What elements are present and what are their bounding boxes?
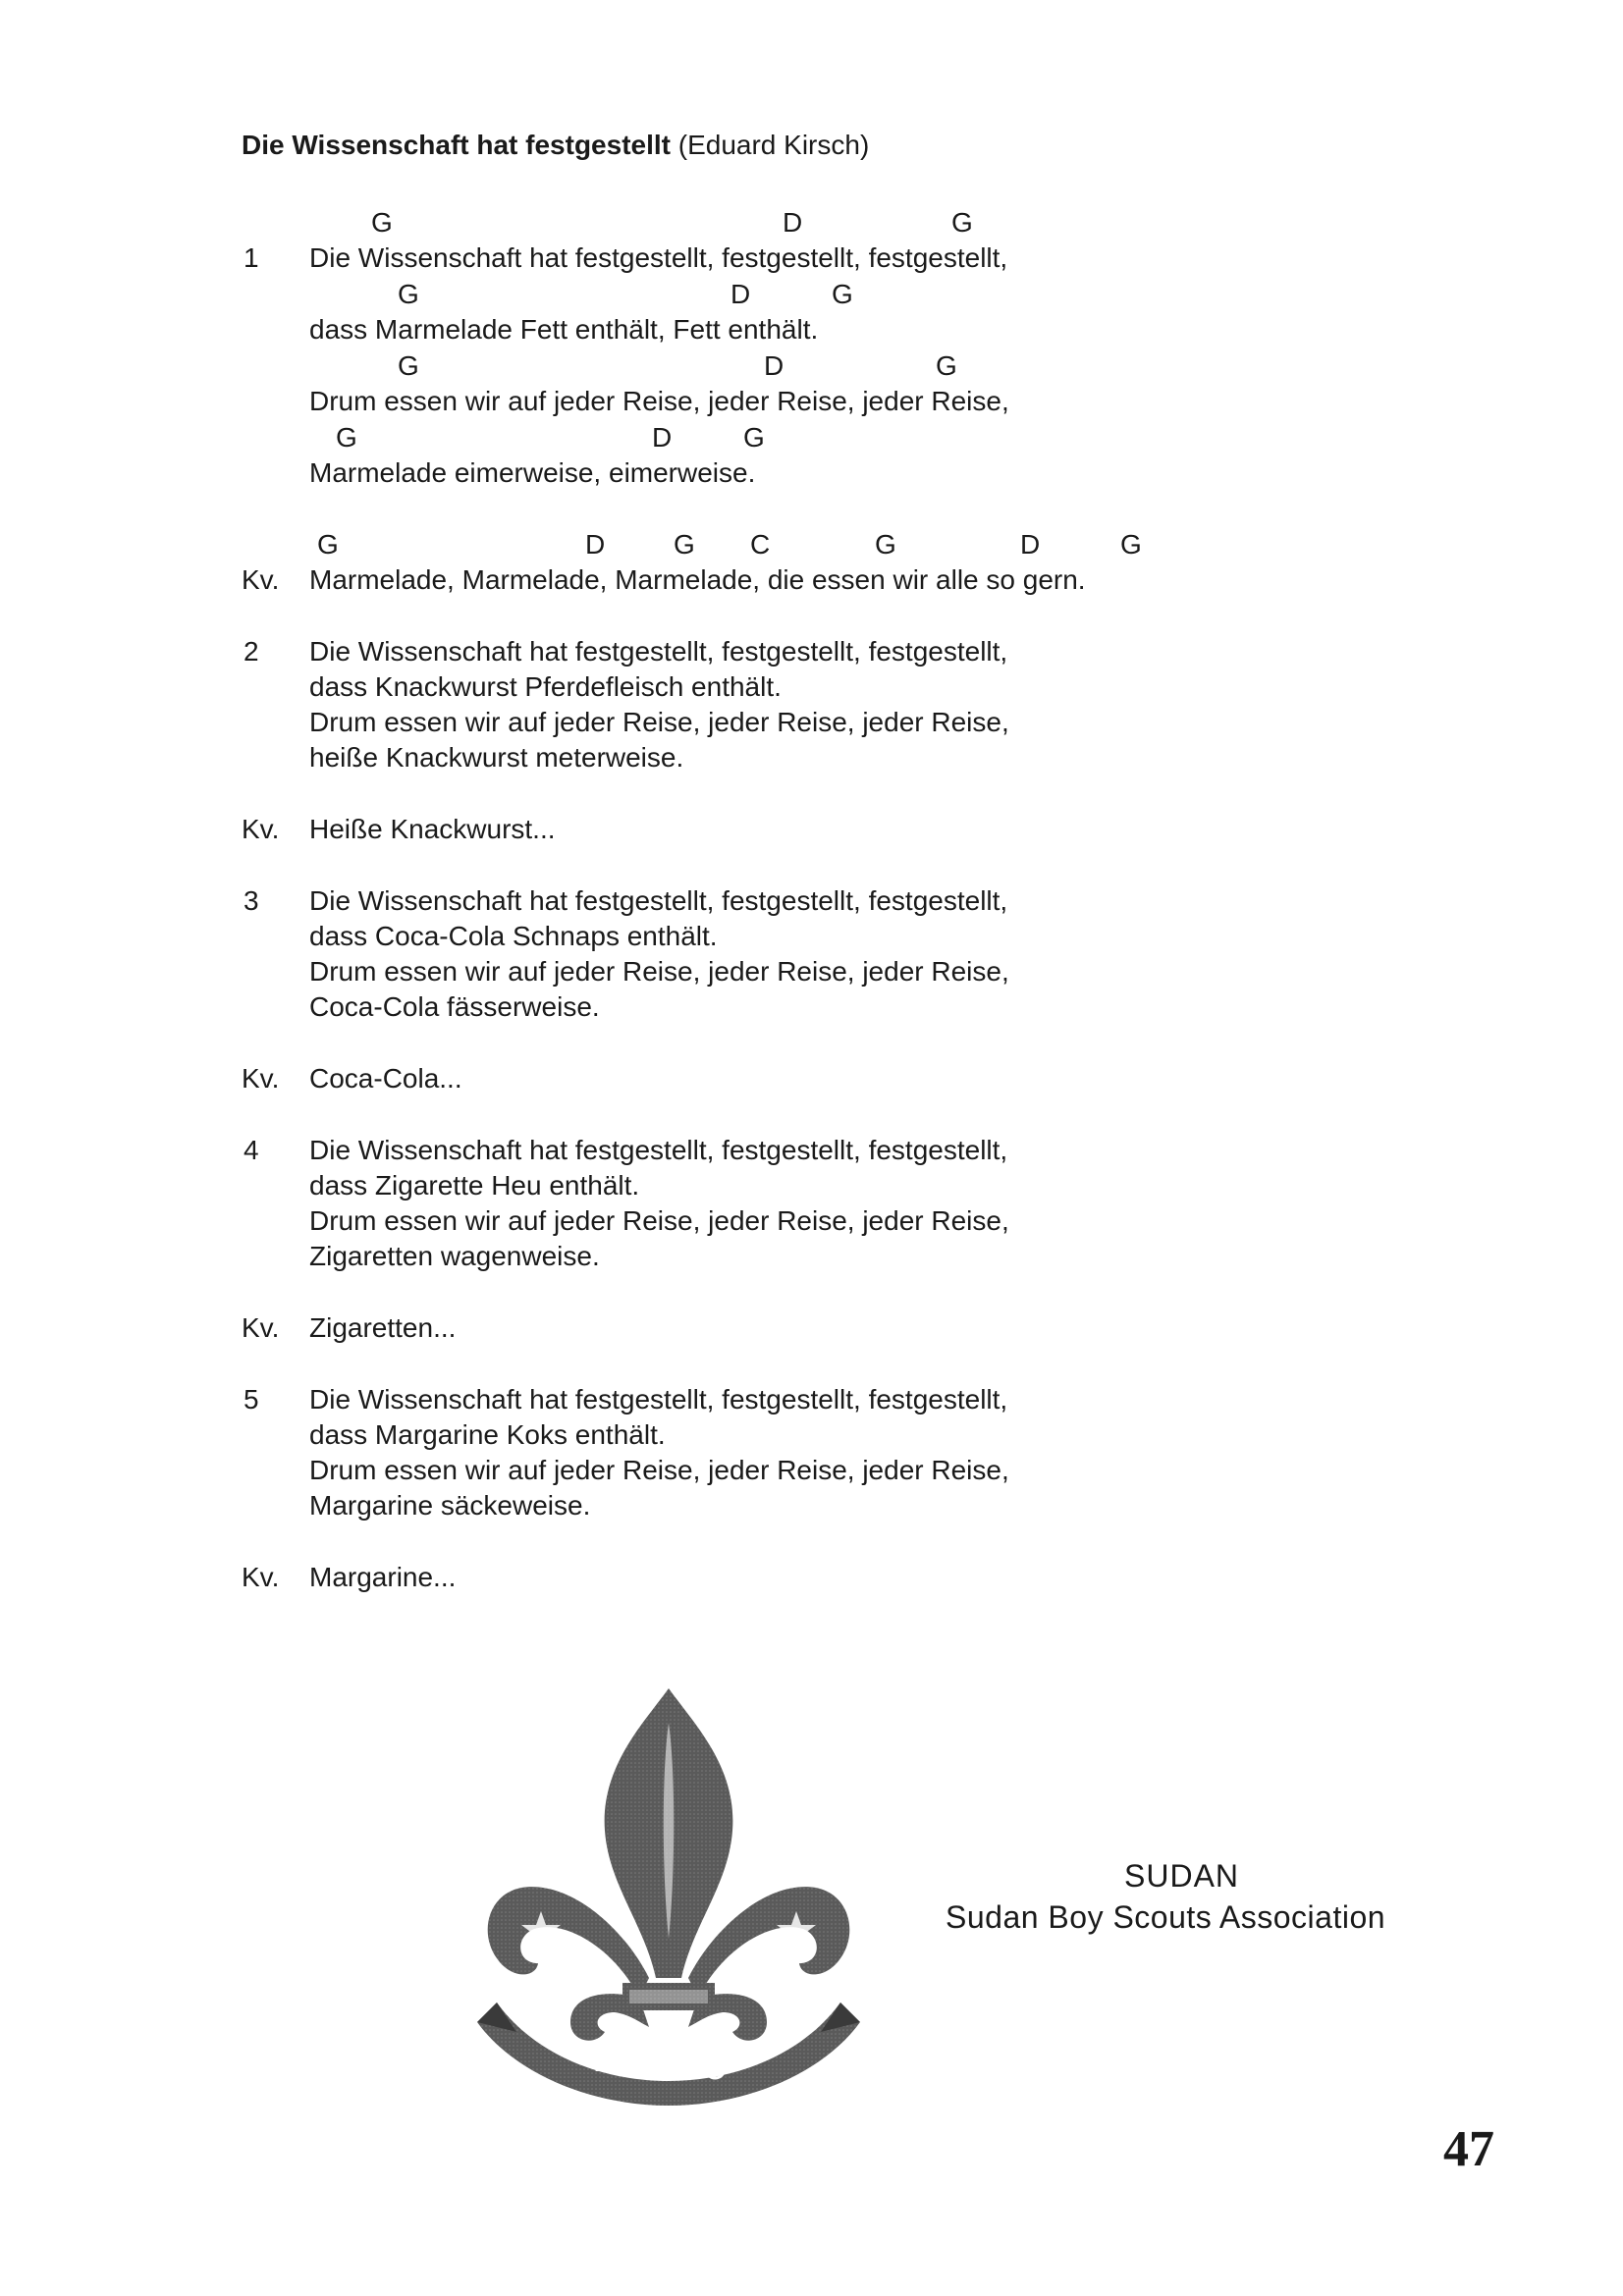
chord: G	[398, 350, 419, 381]
chord: G	[936, 350, 957, 381]
lyric-line: dass Zigarette Heu enthält.	[309, 1170, 640, 1201]
chord: D	[764, 350, 784, 381]
lyric-line: Drum essen wir auf jeder Reise, jeder Reise, jeder Reise,	[309, 707, 1009, 737]
chorus-ref: Margarine...	[309, 1562, 457, 1592]
lyric-line: Drum essen wir auf jeder Reise, jeder Reise, jeder Reise,	[309, 956, 1009, 987]
chord: G	[743, 422, 765, 453]
chord: D	[585, 529, 606, 560]
lyric-line: Die Wissenschaft hat festgestellt, festgestellt, festgestellt,	[309, 1135, 1008, 1165]
chord: D	[730, 279, 751, 309]
chord: G	[875, 529, 896, 560]
lyric-line: Die Wissenschaft hat festgestellt, festgestellt, festgestellt,	[309, 885, 1008, 916]
verse-number: 3	[243, 885, 259, 916]
lyric-line: Drum essen wir auf jeder Reise, jeder Reise, jeder Reise,	[309, 1205, 1009, 1236]
chord: G	[336, 422, 357, 453]
lyric-line: heiße Knackwurst meterweise.	[309, 742, 684, 773]
chord: G	[317, 529, 339, 560]
lyric-line: dass Margarine Koks enthält.	[309, 1419, 666, 1450]
chorus-text: Marmelade, Marmelade, Marmelade, die essen wir alle so gern.	[309, 564, 1086, 595]
lyric-line: Die Wissenschaft hat festgestellt, festgestellt, festgestellt,	[309, 1384, 1008, 1415]
lyric-line: Zigaretten wagenweise.	[309, 1241, 600, 1271]
country-name: SUDAN	[1124, 1858, 1240, 1894]
chord: G	[951, 207, 973, 238]
verse-number: 4	[243, 1135, 259, 1165]
verse-number: 2	[243, 636, 259, 667]
emblem-motto: كن مستعدا	[592, 2041, 745, 2080]
chord: G	[371, 207, 393, 238]
lyric-line: Marmelade eimerweise, eimerweise.	[309, 457, 756, 488]
chorus-ref: Coca-Cola...	[309, 1063, 462, 1094]
chord: G	[832, 279, 853, 309]
chord: D	[1020, 529, 1041, 560]
chorus-label: Kv.	[242, 1063, 280, 1094]
verse-number: 5	[243, 1384, 259, 1415]
lyric-line: Drum essen wir auf jeder Reise, jeder Reise, jeder Reise,	[309, 1455, 1009, 1485]
chord: D	[783, 207, 803, 238]
verse-number: 1	[243, 242, 259, 273]
lyric-line: dass Knackwurst Pferdefleisch enthält.	[309, 671, 782, 702]
lyric-line: dass Marmelade Fett enthält, Fett enthält.	[309, 314, 819, 345]
chorus-label: Kv.	[242, 564, 280, 595]
page-number: 47	[1443, 2121, 1494, 2177]
lyric-line: dass Coca-Cola Schnaps enthält.	[309, 921, 718, 951]
fleur-de-lis-icon	[477, 1683, 860, 2125]
chorus-label: Kv.	[242, 814, 280, 844]
chord: D	[652, 422, 673, 453]
lyric-line: Die Wissenschaft hat festgestellt, festgestellt, festgestellt,	[309, 242, 1008, 273]
song-title	[242, 130, 869, 161]
chorus-label: Kv.	[242, 1562, 280, 1592]
chorus-ref: Heiße Knackwurst...	[309, 814, 556, 844]
lyric-line: Coca-Cola fässerweise.	[309, 991, 600, 1022]
song-title-bold: Die Wissenschaft hat festgestellt	[242, 130, 671, 160]
lyric-line: Die Wissenschaft hat festgestellt, festgestellt, festgestellt,	[309, 636, 1008, 667]
chord: G	[398, 279, 419, 309]
chord: G	[674, 529, 695, 560]
chord: C	[750, 529, 771, 560]
chorus-label: Kv.	[242, 1312, 280, 1343]
song-author: (Eduard Kirsch)	[677, 130, 870, 160]
lyric-line: Drum essen wir auf jeder Reise, jeder Reise, jeder Reise,	[309, 386, 1009, 416]
association-name: Sudan Boy Scouts Association	[946, 1899, 1386, 1935]
lyric-line: Margarine säckeweise.	[309, 1490, 591, 1521]
chord: G	[1120, 529, 1142, 560]
chorus-ref: Zigaretten...	[309, 1312, 457, 1343]
